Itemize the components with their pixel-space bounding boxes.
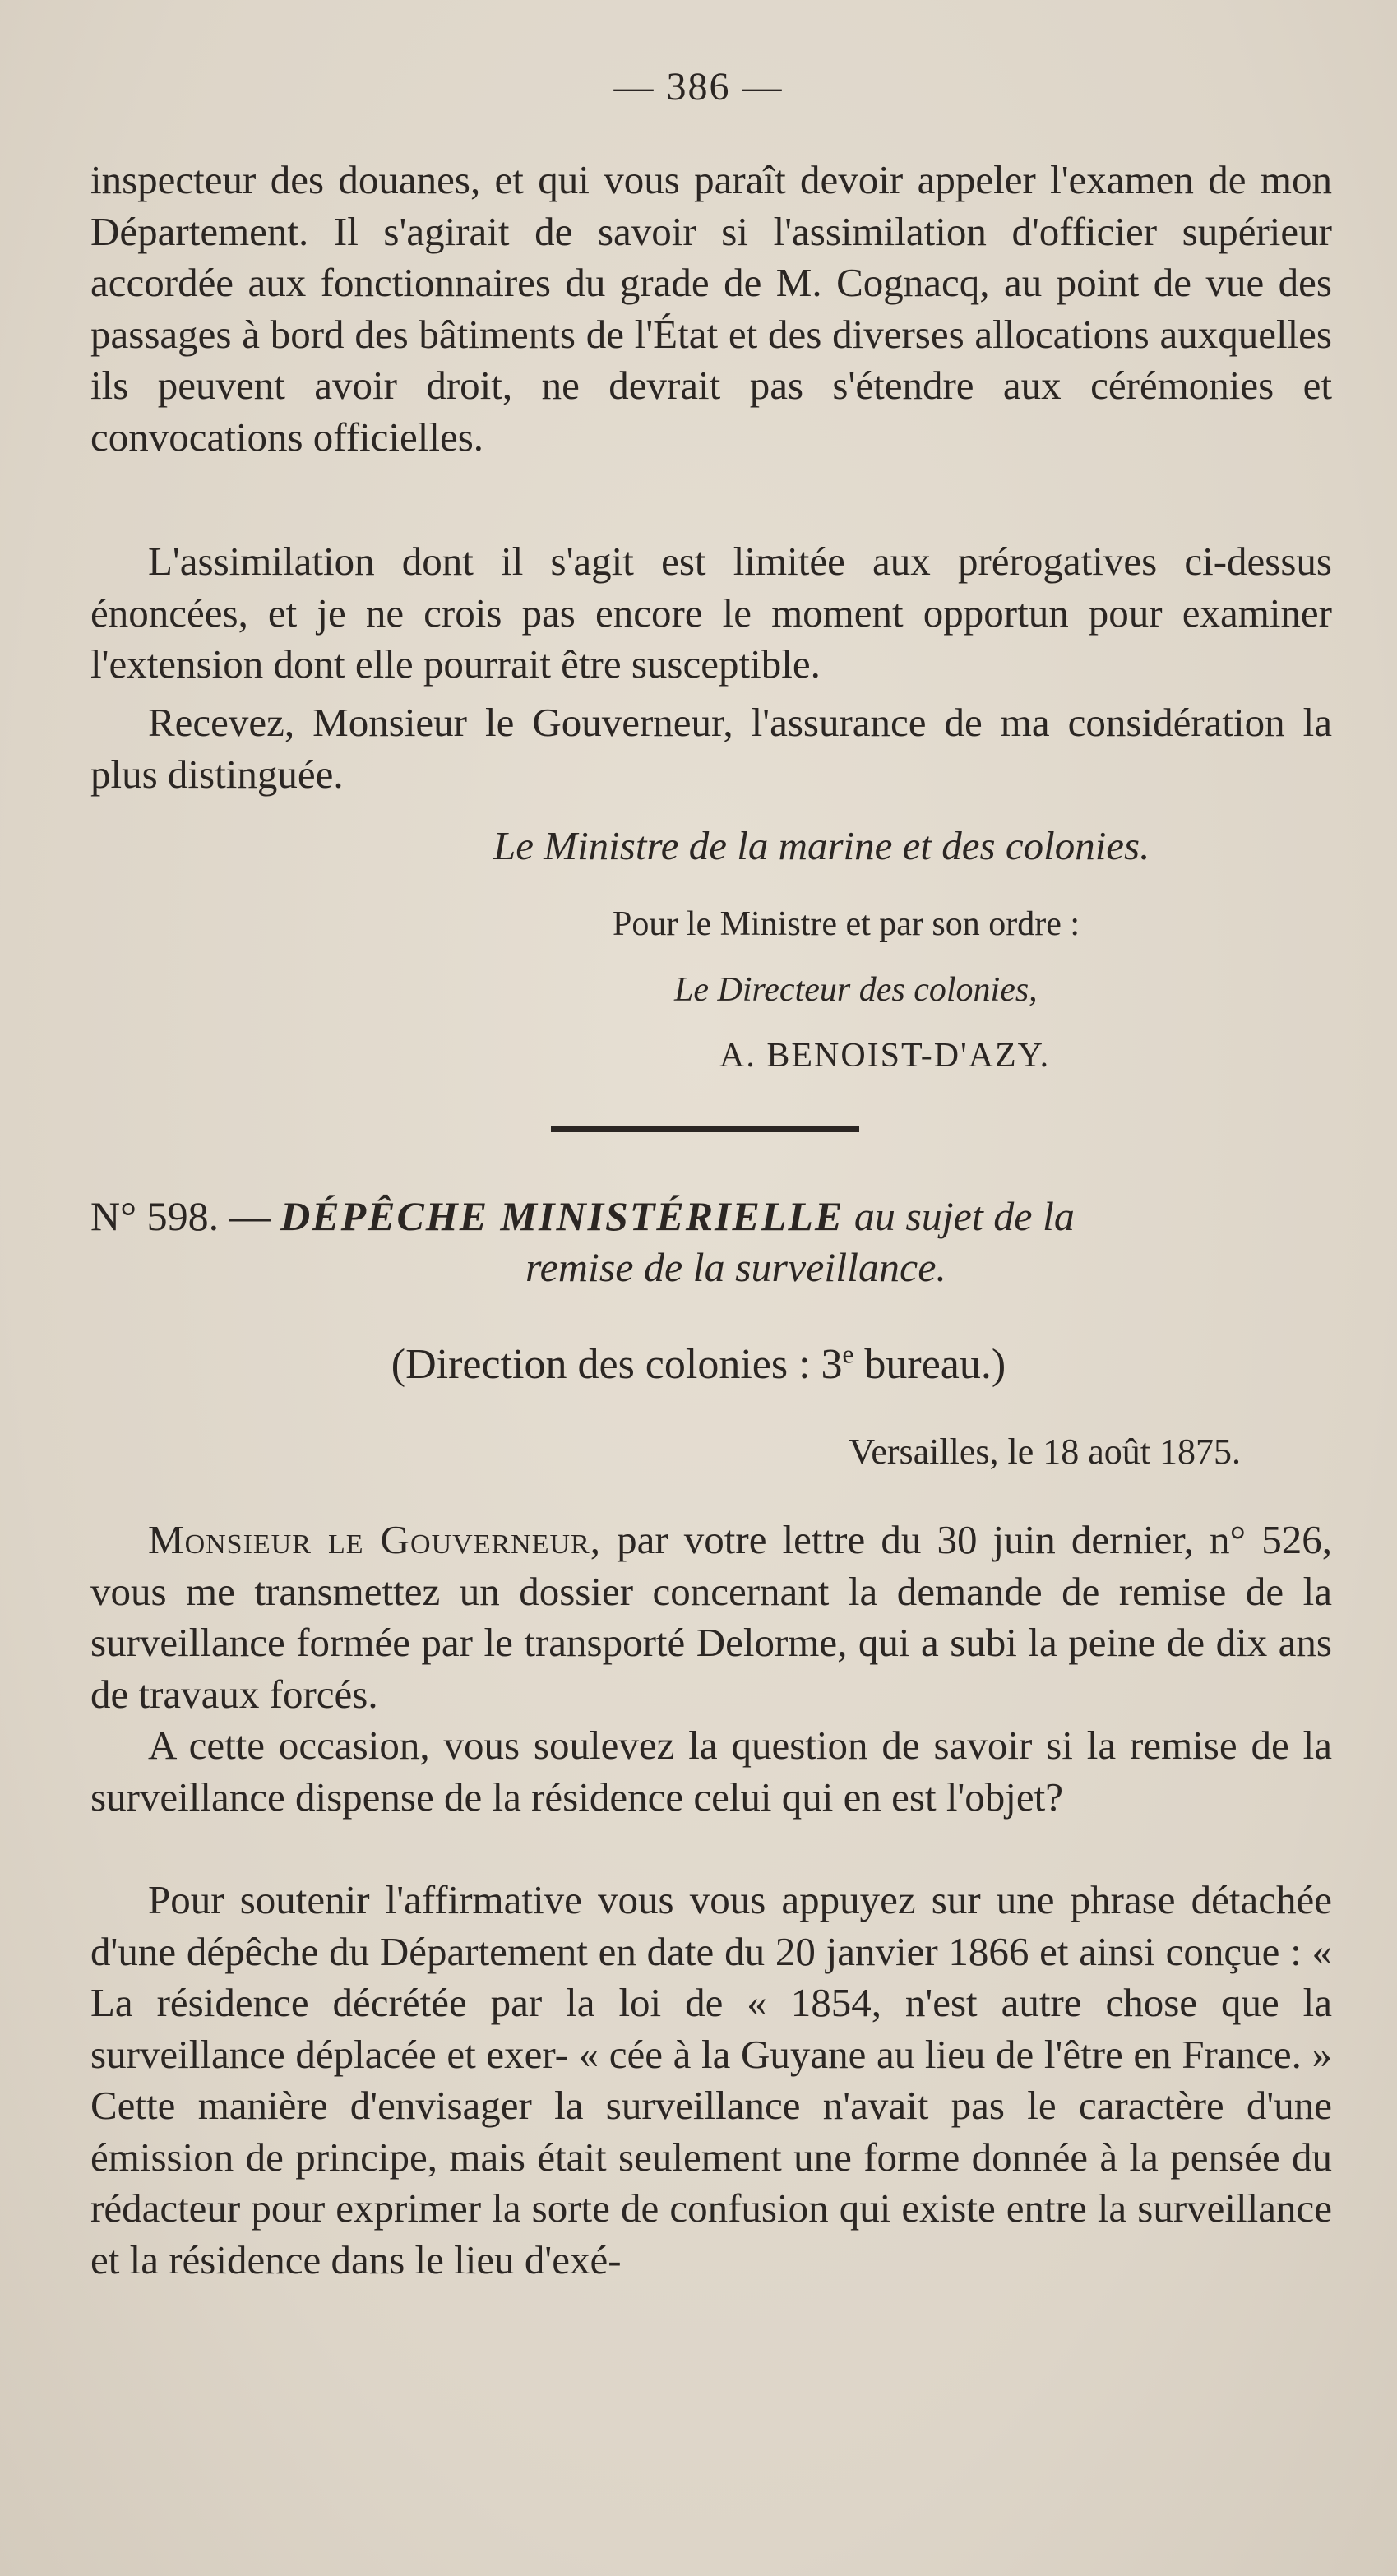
direction-superscript: e [842, 1339, 854, 1369]
dispatch-title [90, 1191, 1332, 1293]
dispatch-date: Versailles, le 18 août 1875. [849, 1431, 1241, 1472]
dispatch-title-rest: au sujet de la [853, 1193, 1075, 1239]
paragraph-2: L'assimilation dont il s'agit est limitée aux prérogatives ci-dessus énoncées, et je ne crois pas encore le moment opportun pour examiner l'extension dont elle pourrait être susceptible. [90, 539, 1332, 687]
signature-director: Le Directeur des colonies, [674, 971, 1038, 1009]
section-divider [551, 1126, 859, 1132]
signature-minister: Le Ministre de la marine et des colonies. [493, 823, 1150, 868]
dispatch-title-line2: remise de la surveillance. [525, 1244, 946, 1290]
direction-prefix: (Direction des colonies : 3 [391, 1341, 843, 1388]
paragraph-5: A cette occasion, vous soulevez la question de savoir si la remise de la surveillance dispense de la résidence celui qui en est l'objet? [90, 1723, 1332, 1820]
page-number: — 386 — [613, 65, 784, 109]
dispatch-number: N° 598. — [90, 1193, 271, 1239]
paragraph-1: inspecteur des douanes, et qui vous paraît devoir appeler l'examen de mon Département. Il s'agirait de savoir si l'assimilation d'officier supérieur accordée aux fonctionnaires du grade de M. Cognacq, au point de vue des passages à bord des bâtiments de l'État et des diverses allocations auxquelles ils peuvent avoir droit, ne devrait pas s'étendre aux cérémonies et convocations officielles. [90, 157, 1332, 460]
direction-suffix: bureau.) [853, 1341, 1006, 1388]
dispatch-title-caps: DÉPÊCHE MINISTÉRIELLE [280, 1193, 844, 1239]
paragraph-6: Pour soutenir l'affirmative vous vous appuyez sur une phrase détachée d'une dépêche du Département en date du 20 janvier 1866 et ainsi conçue : « La résidence décrétée par la loi de « 1854, n'est autre chose que la surveillance déplacée et exer- « cée à la Guyane au lieu de l'être en France. » Cette manière d'envisager la surveillance n'avait pas le caractère d'une émission de principe, mais était seulement une forme donnée à la pensée du rédacteur pour exprimer la sorte de confusion qui existe entre la surveillance et la résidence dans le lieu d'exé- [90, 1877, 1332, 2282]
dispatch-direction [0, 1340, 1397, 1389]
paragraph-4-body: par votre lettre du 30 juin dernier, n° 526, vous me transmettez un dossier concernant la demande de remise de la surveillance formée par le transporté Delorme, qui a subi la peine de dix ans de travaux forcés. [90, 1517, 1332, 1717]
signature-order: Pour le Ministre et par son ordre : [613, 905, 1080, 943]
salutation: Monsieur le Gouverneur, [148, 1517, 601, 1562]
signature-name: A. BENOIST-D'AZY. [719, 1037, 1051, 1075]
paragraph-3: Recevez, Monsieur le Gouverneur, l'assurance de ma considération la plus distinguée. [90, 700, 1332, 797]
paragraph-4 [90, 1515, 1332, 1720]
